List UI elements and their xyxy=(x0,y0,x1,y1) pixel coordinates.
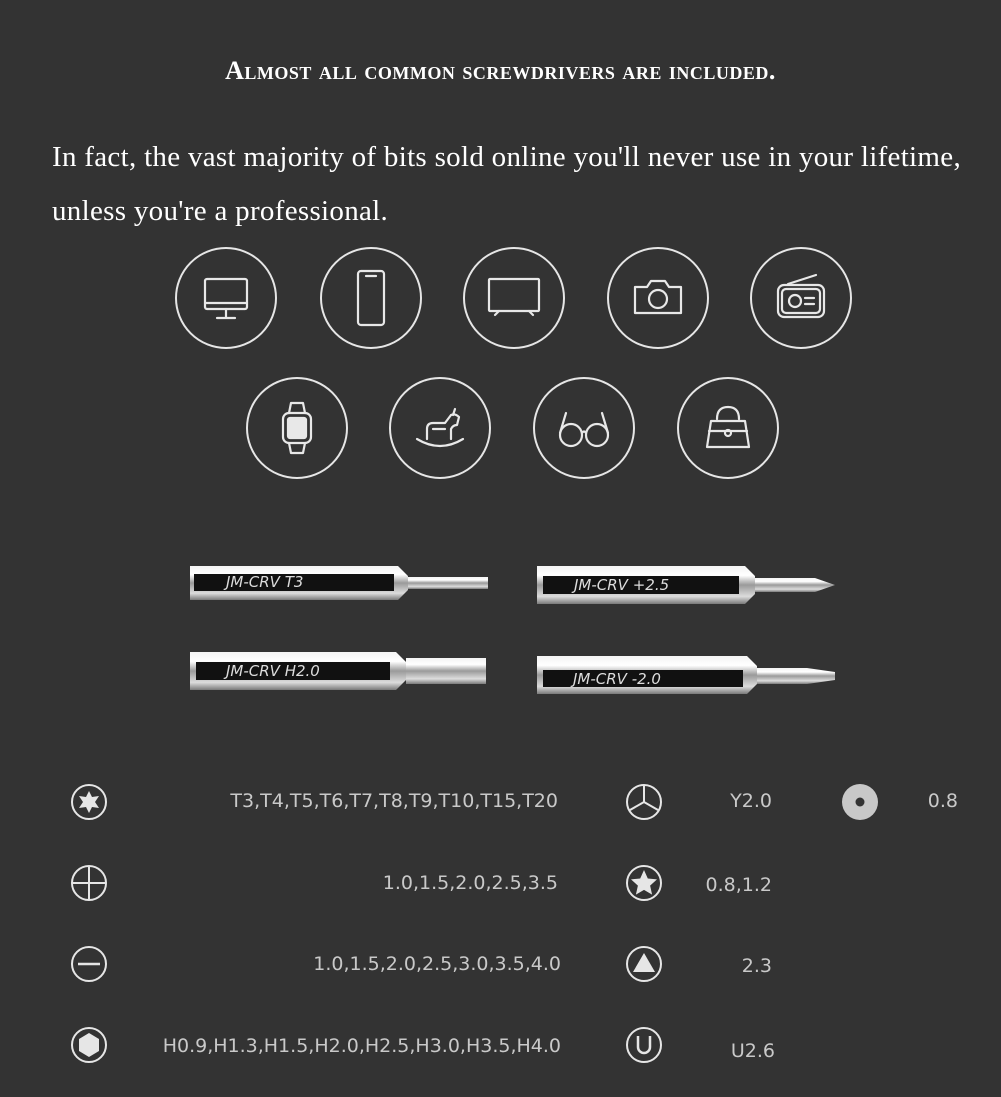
slotted-icon xyxy=(70,945,108,983)
round-icon xyxy=(841,783,879,821)
u-type-icon xyxy=(625,1026,663,1064)
hex-sizes: H0.9,H1.3,H1.5,H2.0,H2.5,H3.0,H3.5,H4.0 xyxy=(162,1035,561,1057)
camera-icon xyxy=(607,247,709,349)
bit-label-t3: JM-CRV T3 xyxy=(226,573,304,591)
tv-icon xyxy=(463,247,565,349)
hex-icon xyxy=(70,1026,108,1064)
glasses-icon xyxy=(533,377,635,479)
subtext: In fact, the vast majority of bits sold online you'll never use in your lifetime, unless you're a professional. xyxy=(52,141,961,227)
handbag-icon xyxy=(677,377,779,479)
pentalobe-sizes: 0.8,1.2 xyxy=(705,874,772,896)
headline: Almost all common screwdrivers are included. xyxy=(225,56,776,85)
rocking-horse-icon xyxy=(389,377,491,479)
round-sizes: 0.8 xyxy=(927,790,958,812)
monitor-icon xyxy=(175,247,277,349)
tri-wing-icon xyxy=(625,783,663,821)
radio-icon xyxy=(750,247,852,349)
slotted-sizes: 1.0,1.5,2.0,2.5,3.0,3.5,4.0 xyxy=(313,953,561,975)
u-type-sizes: U2.6 xyxy=(730,1040,775,1062)
pentalobe-icon xyxy=(625,864,663,902)
triangle-icon xyxy=(625,945,663,983)
watch-icon xyxy=(246,377,348,479)
phone-icon xyxy=(320,247,422,349)
tri-wing-sizes: Y2.0 xyxy=(730,790,772,812)
bit-label-s20: JM-CRV -2.0 xyxy=(573,670,661,688)
torx-icon xyxy=(70,783,108,821)
torx-sizes: T3,T4,T5,T6,T7,T8,T9,T10,T15,T20 xyxy=(230,790,558,812)
bit-label-h20: JM-CRV H2.0 xyxy=(226,662,320,680)
phillips-sizes: 1.0,1.5,2.0,2.5,3.5 xyxy=(382,872,558,894)
bit-label-p25: JM-CRV +2.5 xyxy=(574,576,670,594)
triangle-sizes: 2.3 xyxy=(741,955,772,977)
phillips-icon xyxy=(70,864,108,902)
